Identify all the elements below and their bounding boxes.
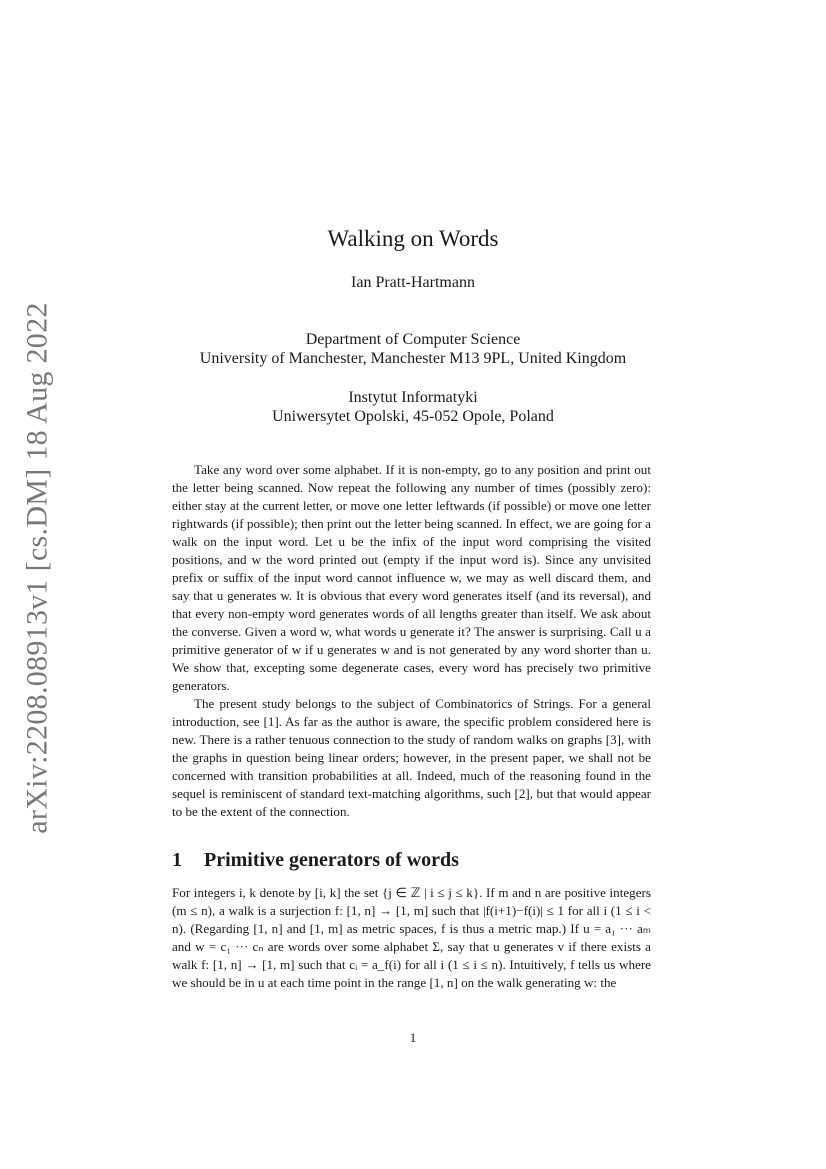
section-1-body [172,884,651,992]
page-number: 1 [409,1030,417,1045]
paper-title: Walking on Words [327,226,499,251]
arxiv-identifier-text: arXiv:2208.08913v1 [cs.DM] 18 Aug 2022 [21,302,54,834]
affiliation-2-department: Instytut Informatyki [348,389,478,406]
section-1-paragraph: For integers i, k denote by [i, k] the set {j ∈ ℤ | i ≤ j ≤ k}. If m and n are positive integers (m ≤ n), a walk is a surjection f: [1, n] → [1, m] such that |f(i+1)−f(i)| ≤ 1 for all i (1 ≤ i < n). (Regarding [1, n] and [1, m] as metric spaces, f is thus a metric map.) If u = a₁ ··· aₘ and w = c₁ ··· cₙ are words over some alphabet Σ, say that u generates v if there exists a walk f: [1, n] → [1, m] such that cᵢ = a_f(i) for all i (1 ≤ i ≤ n). Intuitively, f tells us where we should be in u at each time point in the range [1, n] on the walk generating w: the [172,885,651,990]
affiliation-1-university: University of Manchester, Manchester M13 9PL, United Kingdom [199,350,627,367]
abstract [172,461,651,821]
affiliation-2-university: Uniwersytet Opolski, 45-052 Opole, Poland [272,408,554,425]
affiliation-1-department: Department of Computer Science [305,331,521,348]
author-name: Ian Pratt-Hartmann [351,274,475,291]
section-1-heading [172,849,459,872]
abstract-paragraph-1: Take any word over some alphabet. If it is non-empty, go to any position and print out the letter being scanned. Now repeat the following any number of times (possibly zero): either stay at the current letter, or move one letter leftwards (if possible) or move one letter rightwards (if possible); then print out the letter being scanned. In effect, we are going for a walk on the input word. Let u be the infix of the input word comprising the visited positions, and w the word printed out (empty if the input word is). Since any unvisited prefix or suffix of the input word cannot influence w, we may as well discard them, and say that u generates w. It is obvious that every word generates itself (and its reversal), and that every non-empty word generates words of all lengths greater than itself. We ask about the converse. Given a word w, what words u generate it? The answer is surprising. Call u a primitive generator of w if u generates w and is not generated by any word shorter than u. We show that, excepting some degenerate cases, every word has precisely two primitive generators. [172,462,651,693]
section-title: Primitive generators of words [204,849,459,871]
abstract-paragraph-2: The present study belongs to the subject of Combinatorics of Strings. For a general introduction, see [1]. As far as the author is aware, the specific problem considered here is new. There is a rather tenuous connection to the study of random walks on graphs [3], with the graphs in question being linear orders; however, in the present paper, we shall not be concerned with transition probabilities at all. Indeed, much of the reasoning found in the sequel is reminiscent of standard text-matching algorithms, such [2], but that would appear to be the extent of the connection. [172,696,651,819]
section-number: 1 [172,849,182,871]
